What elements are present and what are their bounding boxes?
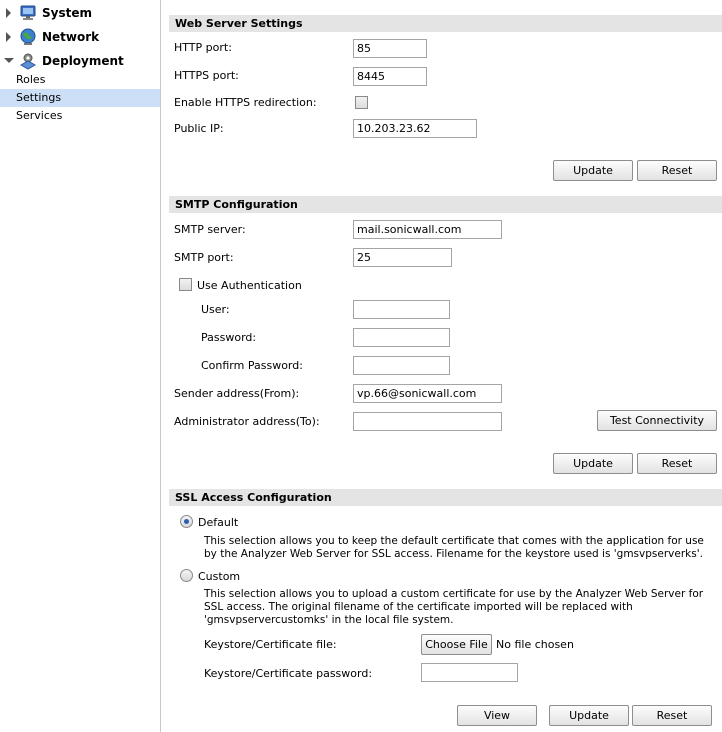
https-port-label: HTTPS port: bbox=[174, 69, 239, 82]
ssl-update-button[interactable]: Update bbox=[549, 705, 629, 726]
https-port-input[interactable] bbox=[353, 67, 427, 86]
sender-address-input[interactable] bbox=[353, 384, 502, 403]
smtp-section-title: SMTP Configuration bbox=[169, 196, 722, 213]
monitor-icon bbox=[19, 4, 37, 22]
collapse-arrow-icon[interactable] bbox=[4, 58, 14, 63]
user-input[interactable] bbox=[353, 300, 450, 319]
sidebar-group-network[interactable] bbox=[0, 26, 160, 48]
expand-arrow-icon[interactable] bbox=[6, 8, 11, 18]
web-server-reset-button[interactable]: Reset bbox=[637, 160, 717, 181]
keystore-file-label: Keystore/Certificate file: bbox=[204, 638, 337, 651]
no-file-chosen-text: No file chosen bbox=[496, 638, 574, 651]
confirm-password-input[interactable] bbox=[353, 356, 450, 375]
http-port-input[interactable] bbox=[353, 39, 427, 58]
expand-arrow-icon[interactable] bbox=[6, 32, 11, 42]
custom-description: This selection allows you to upload a custom certificate for use by the Analyzer Web Server for SSL access. The original filename of the certificate imported will be replaced with 'gmsvpservercustomks' in the local file system. bbox=[204, 588, 704, 626]
confirm-password-label: Confirm Password: bbox=[201, 359, 303, 372]
sidebar-group-label: Network bbox=[42, 30, 100, 44]
password-label: Password: bbox=[201, 331, 257, 344]
sidebar-group-label: Deployment bbox=[42, 54, 124, 68]
admin-address-label: Administrator address(To): bbox=[174, 415, 320, 428]
choose-file-button[interactable]: Choose File bbox=[421, 634, 492, 655]
main-panel bbox=[162, 0, 722, 732]
deployment-icon bbox=[19, 52, 37, 70]
admin-address-input[interactable] bbox=[353, 412, 502, 431]
sidebar bbox=[0, 0, 161, 732]
web-server-update-button[interactable]: Update bbox=[553, 160, 633, 181]
user-label: User: bbox=[201, 303, 230, 316]
smtp-reset-button[interactable]: Reset bbox=[637, 453, 717, 474]
globe-icon bbox=[19, 28, 37, 46]
smtp-update-button[interactable]: Update bbox=[553, 453, 633, 474]
use-authentication-checkbox[interactable] bbox=[179, 278, 192, 291]
keystore-password-label: Keystore/Certificate password: bbox=[204, 667, 373, 680]
ssl-view-button[interactable]: View bbox=[457, 705, 537, 726]
web-server-section-title: Web Server Settings bbox=[169, 15, 722, 32]
test-connectivity-button[interactable]: Test Connectivity bbox=[597, 410, 717, 431]
sidebar-item-roles[interactable]: Roles bbox=[16, 73, 46, 86]
password-input[interactable] bbox=[353, 328, 450, 347]
custom-radio[interactable] bbox=[180, 569, 193, 582]
smtp-port-input[interactable] bbox=[353, 248, 452, 267]
sidebar-group-deployment[interactable] bbox=[0, 50, 160, 72]
default-description: This selection allows you to keep the default certificate that comes with the application for use by the Analyzer Web Server for SSL access. Filename for the keystore used is 'gmsvpserverks'. bbox=[204, 535, 704, 560]
smtp-port-label: SMTP port: bbox=[174, 251, 234, 264]
default-label: Default bbox=[198, 516, 239, 529]
http-port-label: HTTP port: bbox=[174, 41, 232, 54]
sidebar-group-label: System bbox=[42, 6, 92, 20]
sidebar-item-settings[interactable]: Settings bbox=[0, 89, 160, 107]
https-redirect-label: Enable HTTPS redirection: bbox=[174, 96, 317, 109]
use-authentication-label: Use Authentication bbox=[197, 279, 302, 292]
https-redirect-checkbox[interactable] bbox=[355, 96, 368, 109]
custom-label: Custom bbox=[198, 570, 241, 583]
smtp-server-label: SMTP server: bbox=[174, 223, 246, 236]
smtp-server-input[interactable] bbox=[353, 220, 502, 239]
sidebar-group-system[interactable] bbox=[0, 2, 160, 24]
public-ip-input[interactable] bbox=[353, 119, 477, 138]
public-ip-label: Public IP: bbox=[174, 122, 224, 135]
sidebar-item-services[interactable]: Services bbox=[16, 109, 63, 122]
keystore-password-input[interactable] bbox=[421, 663, 518, 682]
sender-address-label: Sender address(From): bbox=[174, 387, 300, 400]
ssl-reset-button[interactable]: Reset bbox=[632, 705, 712, 726]
default-radio[interactable] bbox=[180, 515, 193, 528]
ssl-section-title: SSL Access Configuration bbox=[169, 489, 722, 506]
